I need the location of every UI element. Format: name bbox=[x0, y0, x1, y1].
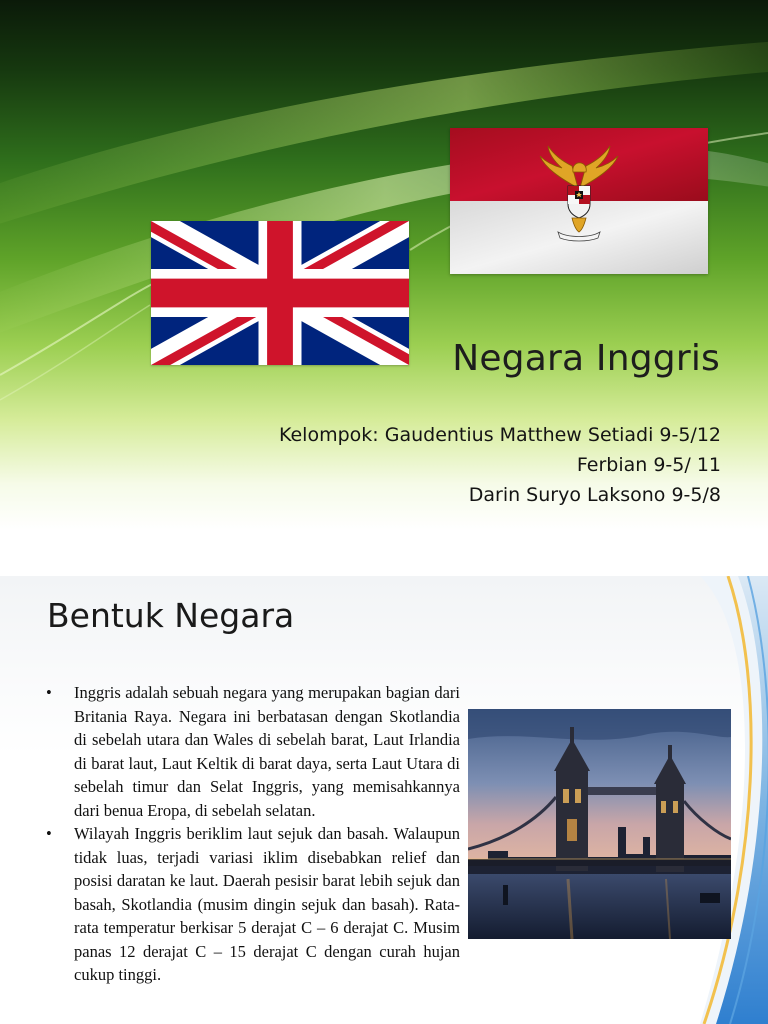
authors-block bbox=[279, 420, 721, 510]
list-item bbox=[44, 822, 460, 987]
uk-flag bbox=[151, 221, 409, 365]
slide-title: Bentuk Negara bbox=[47, 596, 295, 635]
list-item bbox=[44, 681, 460, 822]
bullet-icon: • bbox=[46, 683, 52, 702]
bullet-list bbox=[44, 681, 460, 987]
author-line: Ferbian 9-5/ 11 bbox=[576, 454, 721, 476]
content-slide bbox=[0, 576, 768, 1024]
tower-bridge-photo bbox=[468, 709, 731, 939]
author-line: Darin Suryo Laksono 9-5/8 bbox=[468, 484, 721, 506]
slide-title: Negara Inggris bbox=[452, 338, 720, 379]
indonesia-flag bbox=[450, 128, 708, 274]
bullet-text: Wilayah Inggris beriklim laut sejuk dan basah. Walaupun tidak luas, terjadi variasi iklim disebabkan relief dan posisi daratan ke laut. Daerah pesisir barat lebih sejuk dan basah, Skotlandia (musim dingin sejuk dan basah). Rata-rata temperatur berkisar 5 derajat C – 6 derajat C. Musim panas 12 derajat C – 15 derajat C dengan curah hujan cukup tinggi. bbox=[74, 824, 460, 984]
bullet-icon: • bbox=[46, 824, 52, 843]
bullet-text: Inggris adalah sebuah negara yang merupakan bagian dari Britania Raya. Negara ini berbatasan dengan Skotlandia di sebelah utara dan Wales di sebelah barat, Laut Irlandia di barat laut, Laut Keltik di barat daya, serta Laut Utara di sebelah timur dan Selat Inggris, yang memisahkannya dari benua Eropa, di sebelah selatan. bbox=[74, 683, 460, 820]
author-line: Kelompok: Gaudentius Matthew Setiadi 9-5/12 bbox=[278, 424, 721, 446]
